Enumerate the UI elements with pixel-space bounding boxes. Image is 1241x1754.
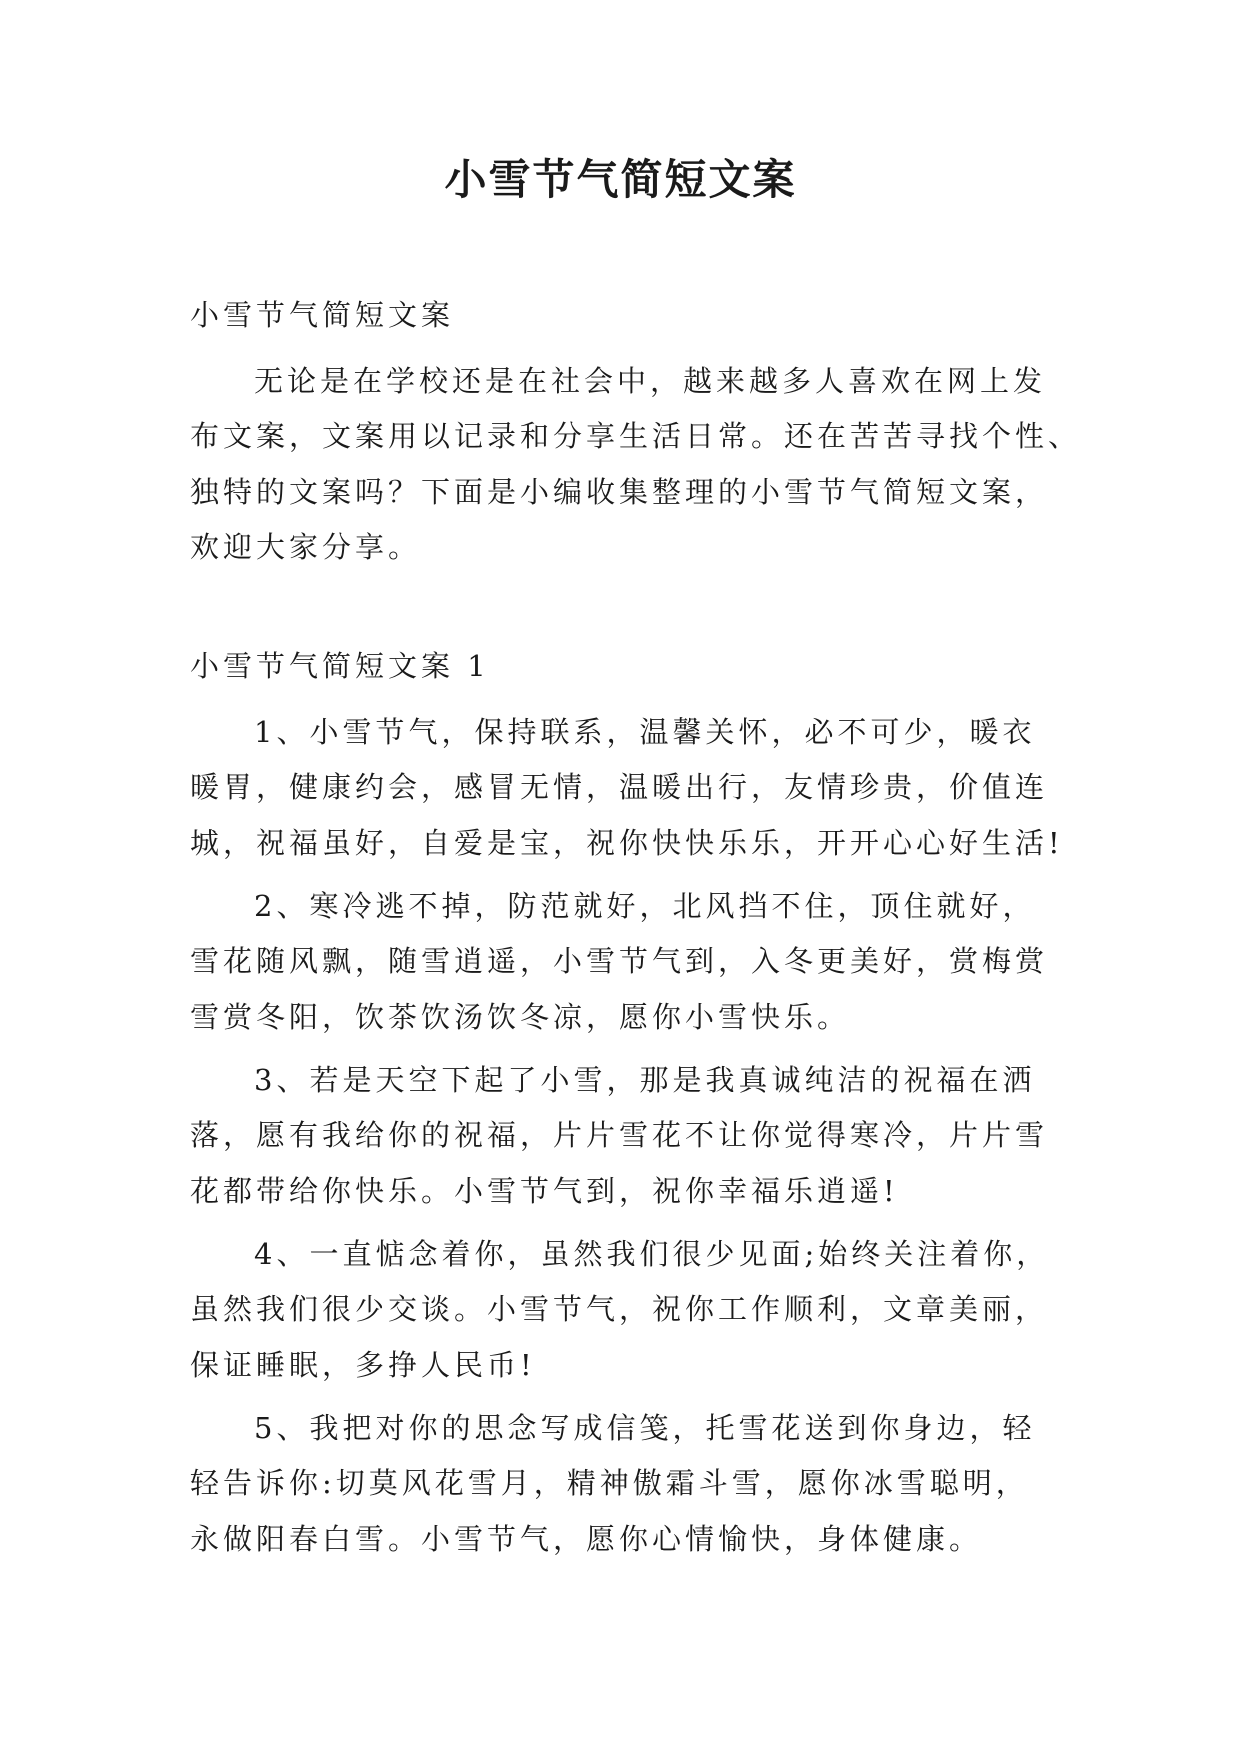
item-4-line-1: 4、一直惦念着你，虽然我们很少见面;始终关注着你， (254, 1237, 1050, 1271)
item-3-line-1: 3、若是天空下起了小雪，那是我真诚纯洁的祝福在洒 (254, 1063, 1036, 1097)
item-5-line-3: 永做阳春白雪。小雪节气，愿你心情愉快，身体健康。 (190, 1522, 983, 1556)
document-subtitle: 小雪节气简短文案 (190, 298, 455, 332)
document-title: 小雪节气简短文案 (444, 155, 797, 204)
intro-line-3: 独特的文案吗？下面是小编收集整理的小雪节气简短文案， (190, 475, 1049, 509)
intro-line-4: 欢迎大家分享。 (190, 530, 422, 564)
item-4-line-3: 保证睡眠，多挣人民币! (190, 1348, 536, 1382)
item-2-line-3: 雪赏冬阳，饮茶饮汤饮冬凉，愿你小雪快乐。 (190, 1000, 851, 1034)
item-3-line-2: 落，愿有我给你的祝福，片片雪花不让你觉得寒冷，片片雪 (190, 1118, 1049, 1152)
item-5-line-2: 轻告诉你:切莫风花雪月，精神傲霜斗雪，愿你冰雪聪明， (190, 1466, 1029, 1500)
item-1-line-3: 城，祝福虽好，自爱是宝，祝你快快乐乐，开开心心好生活! (190, 826, 1064, 860)
intro-line-1: 无论是在学校还是在社会中，越来越多人喜欢在网上发 (254, 364, 1047, 398)
item-2-line-2: 雪花随风飘，随雪逍遥，小雪节气到，入冬更美好，赏梅赏 (190, 944, 1049, 978)
item-2-line-1: 2、寒冷逃不掉，防范就好，北风挡不住，顶住就好， (254, 889, 1036, 923)
item-4-line-2: 虽然我们很少交谈。小雪节气，祝你工作顺利，文章美丽， (190, 1292, 1049, 1326)
item-1-line-2: 暖胃，健康约会，感冒无情，温暖出行，友情珍贵，价值连 (190, 770, 1049, 804)
item-5-line-1: 5、我把对你的思念写成信笺，托雪花送到你身边，轻 (254, 1411, 1036, 1445)
item-1-line-1: 1、小雪节气，保持联系，温馨关怀，必不可少，暖衣 (254, 715, 1036, 749)
item-3-line-3: 花都带给你快乐。小雪节气到，祝你幸福乐逍遥! (190, 1174, 899, 1208)
intro-line-2: 布文案，文案用以记录和分享生活日常。还在苦苦寻找个性、 (190, 419, 1082, 453)
section-heading: 小雪节气简短文案 1 (190, 649, 490, 683)
